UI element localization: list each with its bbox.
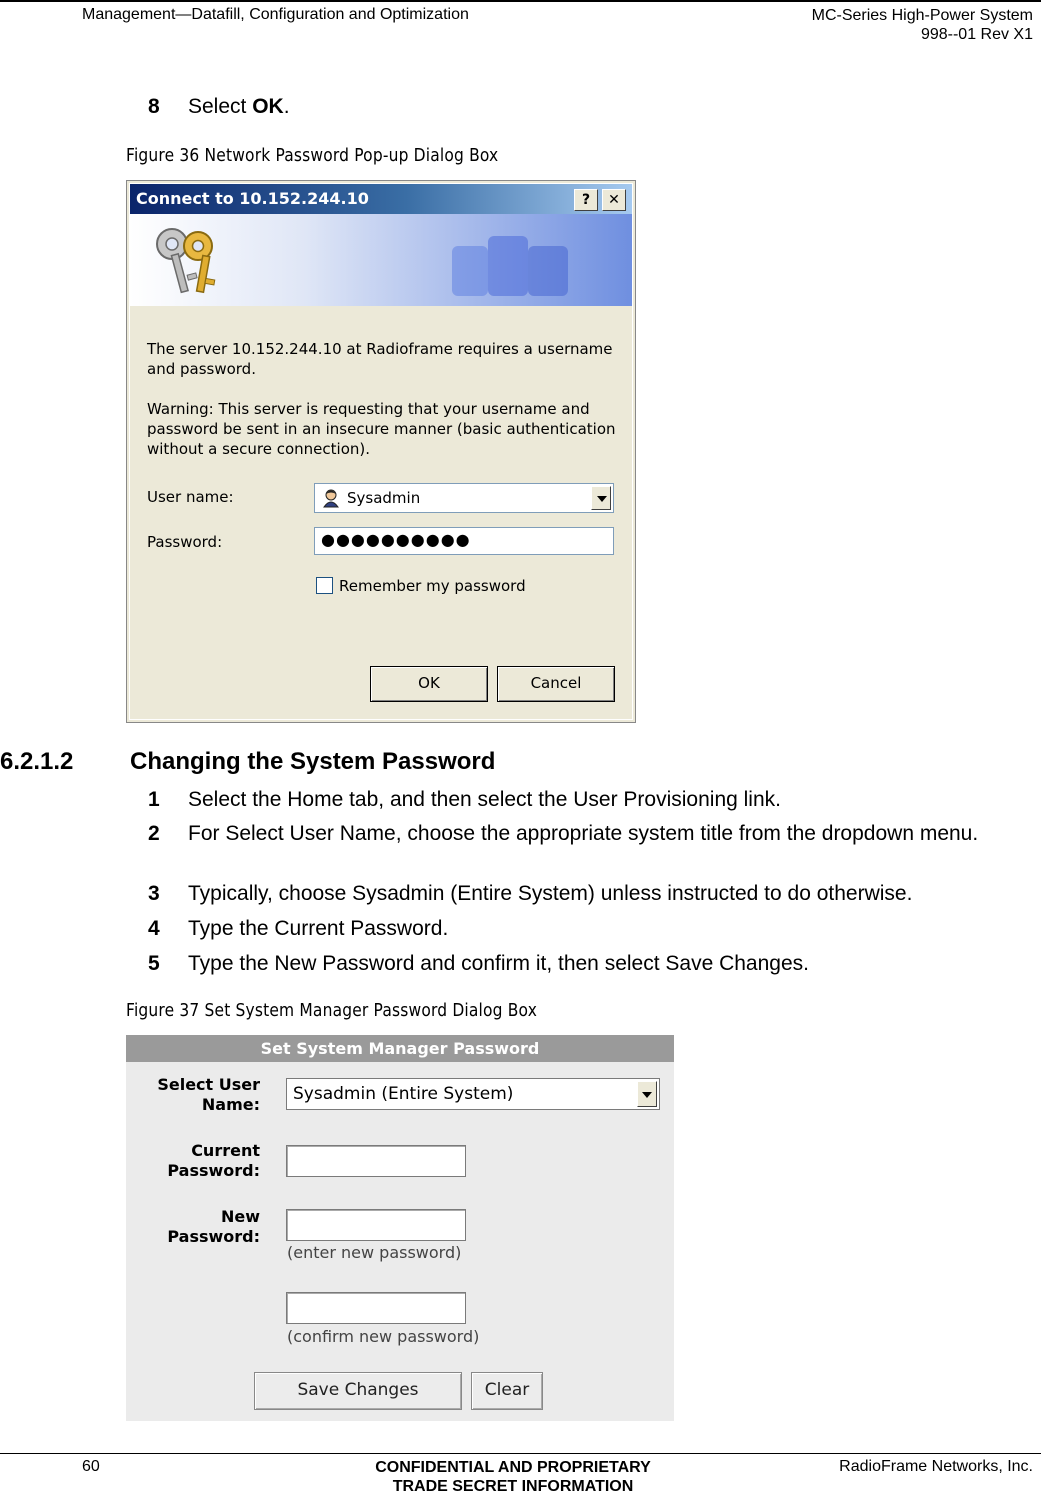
step-number: 5: [148, 952, 160, 975]
username-value: Sysadmin: [347, 489, 421, 507]
company-name: RadioFrame Networks, Inc.: [839, 1458, 1033, 1475]
footer-rule: [0, 1453, 1041, 1454]
header-rule: [0, 0, 1041, 2]
remember-password-checkbox[interactable]: [316, 577, 333, 594]
chevron-down-icon[interactable]: [637, 1081, 657, 1107]
new-password-label-line2: Password:: [167, 1227, 260, 1246]
save-changes-button[interactable]: Save Changes: [254, 1372, 462, 1410]
current-password-input[interactable]: [286, 1145, 466, 1177]
confirm-password-hint: (confirm new password): [287, 1327, 480, 1346]
confidentiality-line2: TRADE SECRET INFORMATION: [392, 1478, 634, 1495]
step-text: Type the Current Password.: [188, 917, 449, 940]
new-password-label-line1: New: [220, 1207, 260, 1226]
figure-36-caption: Figure 36 Network Password Pop-up Dialog Box: [126, 145, 499, 166]
section-number: 6.2.1.2: [0, 748, 74, 775]
remember-password-label: Remember my password: [339, 577, 526, 595]
step-text: Typically, choose Sysadmin (Entire System) unless instructed to do otherwise.: [188, 882, 913, 905]
step-number: 2: [148, 822, 160, 845]
chevron-down-icon[interactable]: [591, 486, 611, 510]
header-revision: 998--01 Rev X1: [920, 26, 1033, 43]
dialog-title-bar[interactable]: [130, 184, 632, 214]
figure-37-caption: Figure 37 Set System Manager Password Dialog Box: [126, 1000, 538, 1021]
select-user-dropdown[interactable]: [286, 1078, 660, 1110]
radioframe-logo-icon: [442, 226, 582, 306]
help-button[interactable]: ?: [574, 189, 598, 211]
step-3: [148, 881, 988, 907]
confidentiality-line1: CONFIDENTIAL AND PROPRIETARY: [375, 1459, 651, 1476]
step-suffix: .: [283, 95, 290, 118]
step-text: For Select User Name, choose the appropriate system title from the dropdown menu.: [188, 822, 979, 845]
username-label: User name:: [147, 488, 234, 506]
keys-icon: [150, 222, 230, 300]
section-heading: [0, 748, 495, 776]
select-user-label-line1: Select User: [157, 1075, 260, 1094]
step-1: [148, 787, 988, 813]
clear-button[interactable]: Clear: [471, 1372, 543, 1410]
step-number: 8: [148, 95, 160, 118]
header-doc-info: [812, 6, 1033, 44]
new-password-label: [126, 1207, 260, 1247]
new-password-hint: (enter new password): [287, 1243, 462, 1262]
step-8: [148, 94, 290, 120]
new-password-input[interactable]: [286, 1209, 466, 1241]
step-number: 1: [148, 788, 160, 811]
select-user-value: Sysadmin (Entire System): [293, 1084, 514, 1104]
ok-button[interactable]: OK: [370, 666, 488, 702]
current-password-label: [126, 1141, 260, 1181]
step-text: Select the Home tab, and then select the User Provisioning link.: [188, 788, 781, 811]
current-password-label-line1: Current: [191, 1141, 260, 1160]
select-user-label-line2: Name:: [201, 1095, 260, 1114]
step-text: Type the New Password and confirm it, then select Save Changes.: [188, 952, 809, 975]
confirm-password-input[interactable]: [286, 1292, 466, 1324]
security-warning: Warning: This server is requesting that your username and password be sent in an insecure manner (basic authentication without a secure connection).: [147, 400, 616, 458]
step-2: [148, 821, 988, 847]
password-field[interactable]: ●●●●●●●●●●: [314, 527, 614, 555]
password-label: Password:: [147, 533, 223, 551]
dialog-banner: [130, 214, 632, 306]
step-text: Select: [188, 95, 253, 118]
user-icon: [321, 488, 341, 508]
step-number: 3: [148, 882, 160, 905]
confidentiality-notice: [300, 1458, 726, 1496]
set-password-dialog: [126, 1035, 674, 1421]
section-title: Changing the System Password: [130, 748, 496, 775]
step-number: 4: [148, 917, 160, 940]
server-message: The server 10.152.244.10 at Radioframe requires a username and password.: [147, 340, 613, 378]
header-product: MC-Series High-Power System: [811, 7, 1033, 24]
dialog-title: Connect to 10.152.244.10: [136, 189, 369, 208]
header-title: Management—Datafill, Configuration and Optimization: [82, 6, 469, 23]
cancel-button[interactable]: Cancel: [497, 666, 615, 702]
close-button[interactable]: ✕: [602, 189, 626, 211]
network-password-dialog: [126, 180, 636, 723]
step-5: [148, 951, 988, 977]
page-number: 60: [82, 1458, 100, 1475]
step-4: [148, 916, 988, 942]
username-combobox[interactable]: [314, 483, 614, 513]
step-bold-ok: OK: [252, 95, 284, 118]
select-user-label: [126, 1075, 260, 1115]
current-password-label-line2: Password:: [167, 1161, 260, 1180]
set-password-title: Set System Manager Password: [126, 1035, 674, 1062]
